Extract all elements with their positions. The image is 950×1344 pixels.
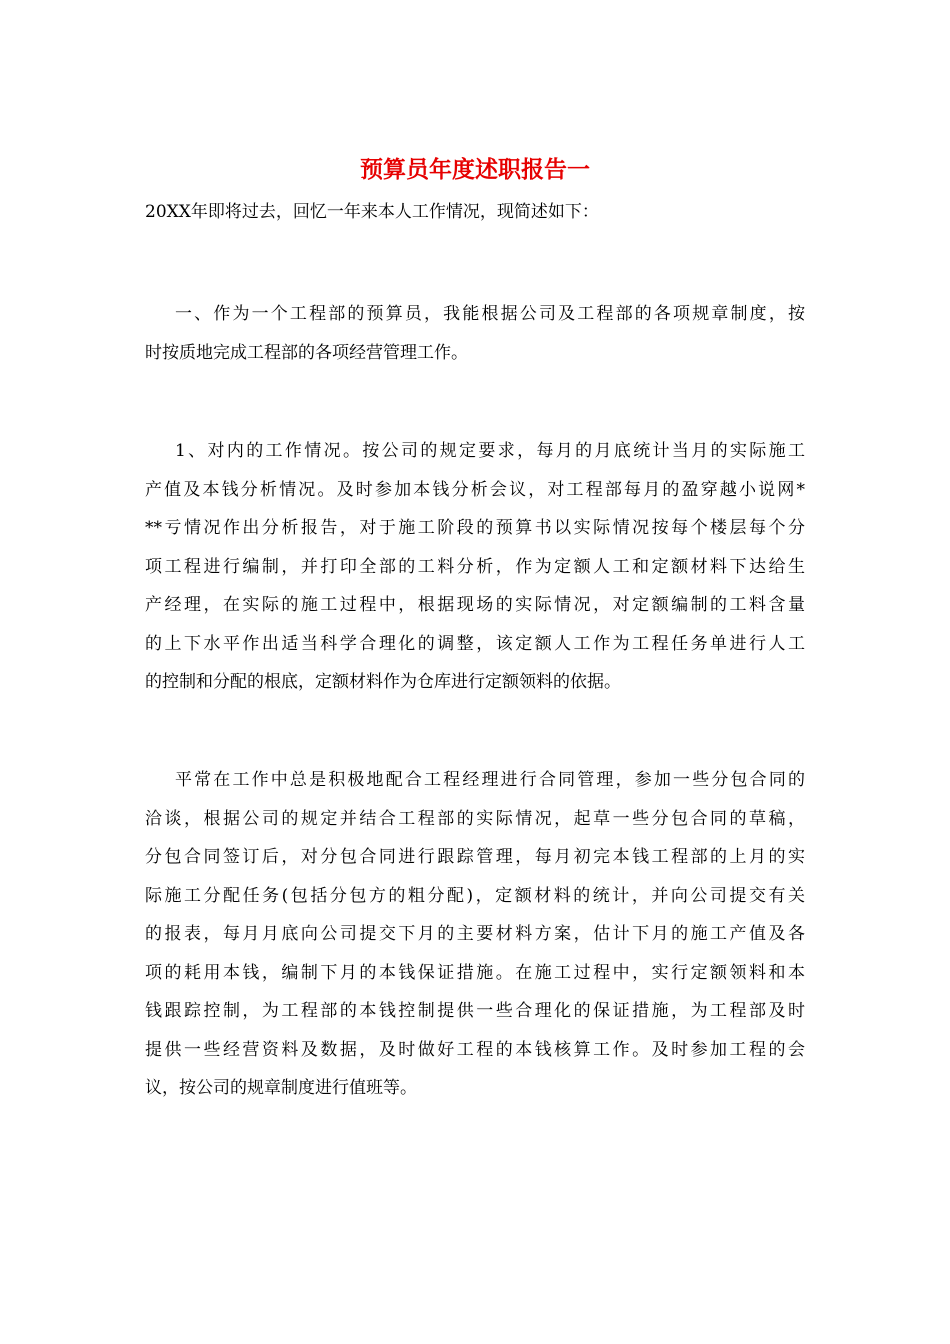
document-title: 预算员年度述职报告一	[360, 156, 590, 183]
paragraph-line: 时按质地完成工程部的各项经营管理工作。	[145, 342, 468, 363]
paragraph-line: 洽谈，根据公司的规定并结合工程部的实际情况，起草一些分包合同的草稿，	[145, 808, 805, 829]
paragraph-line: 的上下水平作出适当科学合理化的调整，该定额人工作为工程任务单进行人工	[145, 633, 805, 654]
paragraph-line: 项的耗用本钱，编制下月的本钱保证措施。在施工过程中，实行定额领料和本	[145, 962, 805, 983]
paragraph-line: 际施工分配任务(包括分包方的粗分配)，定额材料的统计，并向公司提交有关	[145, 885, 805, 906]
intro-line: 20XX年即将过去，回忆一年来本人工作情况，现简述如下：	[145, 202, 599, 222]
paragraph-line: 一、作为一个工程部的预算员，我能根据公司及工程部的各项规章制度，按	[175, 304, 805, 324]
paragraph-line: 项工程进行编制，并打印全部的工料分析，作为定额人工和定额材料下达给生	[145, 556, 805, 577]
paragraph-line: 1、对内的工作情况。按公司的规定要求，每月的月底统计当月的实际施工	[175, 441, 805, 461]
paragraph-line: 平常在工作中总是积极地配合工程经理进行合同管理，参加一些分包合同的	[175, 770, 805, 790]
paragraph-line: **亏情况作出分析报告，对于施工阶段的预算书以实际情况按每个楼层每个分	[145, 518, 805, 538]
paragraph-line: 议，按公司的规章制度进行值班等。	[145, 1078, 417, 1098]
paragraph-3	[145, 761, 805, 1108]
paragraph-line: 钱跟踪控制，为工程部的本钱控制提供一些合理化的保证措施，为工程部及时	[145, 1001, 805, 1021]
paragraph-line: 提供一些经营资料及数据，及时做好工程的本钱核算工作。及时参加工程的会	[145, 1039, 805, 1060]
paragraph-line: 分包合同签订后，对分包合同进行跟踪管理，每月初完本钱工程部的上月的实	[145, 847, 805, 867]
paragraph-line: 的报表，每月月底向公司提交下月的主要材料方案，估计下月的施工产值及各	[145, 924, 805, 944]
paragraph-2	[145, 432, 805, 702]
paragraph-line: 产经理，在实际的施工过程中，根据现场的实际情况，对定额编制的工料含量	[145, 595, 805, 615]
paragraph-line: 产值及本钱分析情况。及时参加本钱分析会议，对工程部每月的盈穿越小说网*	[145, 479, 805, 500]
paragraph-line: 的控制和分配的根底，定额材料作为仓库进行定额领料的依据。	[145, 672, 621, 692]
paragraph-1	[145, 295, 805, 372]
